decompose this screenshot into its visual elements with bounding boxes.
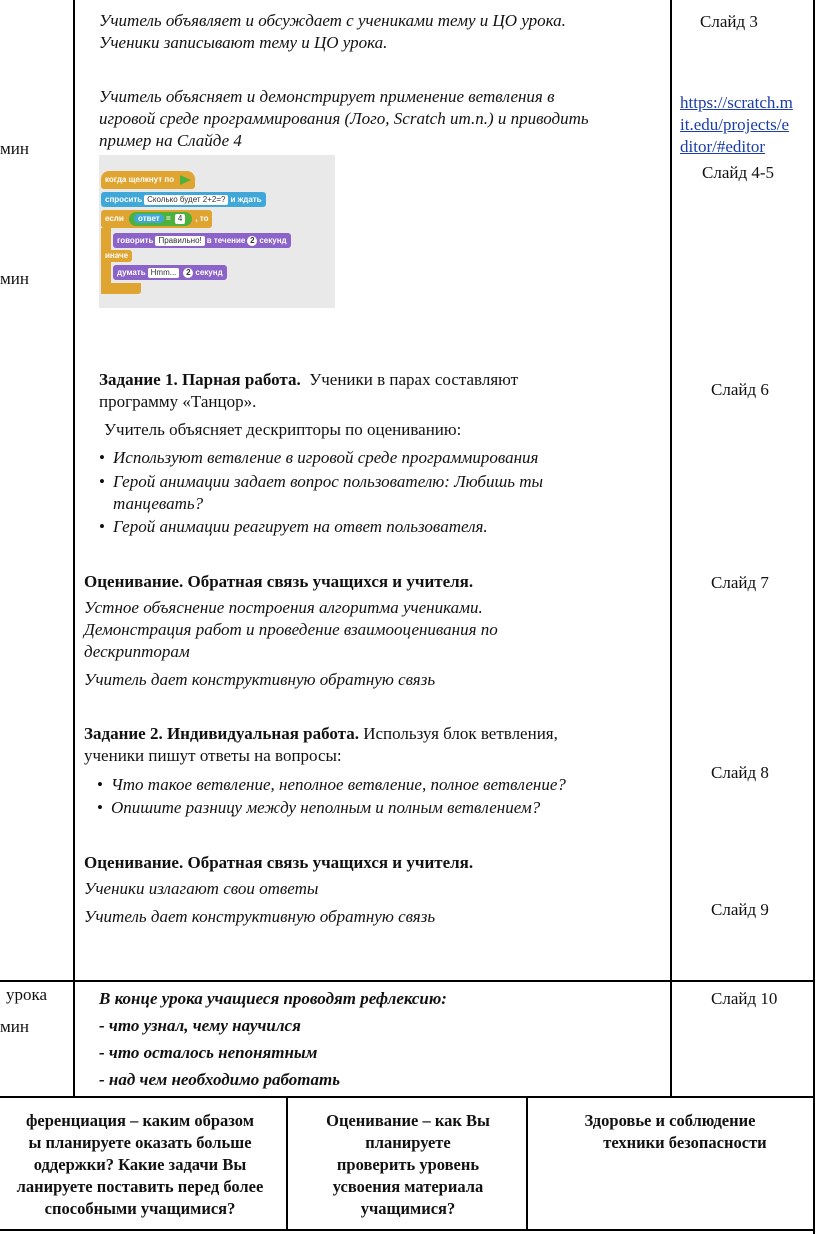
- scratch-say-sec: секунд: [259, 236, 287, 245]
- task1-text2: программу «Танцор».: [99, 392, 257, 411]
- scratch-say-label: говорить: [117, 236, 154, 245]
- row-separator-reflection: [0, 980, 815, 982]
- task2-title: Задание 2. Индивидуальная работа.: [84, 724, 359, 743]
- task1-bullet-1: • Используют ветвление в игровой среде программирования: [113, 447, 538, 469]
- scratch-answer-reporter: ответ: [134, 214, 164, 223]
- task1-text1: Ученики в парах составляют: [309, 370, 519, 389]
- scratch-when-label: когда щелкнут по: [105, 175, 175, 184]
- scratch-if-end: [101, 283, 141, 294]
- assessment-line-4: усвоения материала: [332, 1177, 484, 1196]
- scratch-ask-label: спросить: [105, 195, 143, 204]
- scratch-if-label: если: [105, 214, 124, 223]
- slide-6: Слайд 6: [711, 380, 769, 399]
- scratch-else-label: иначе: [105, 251, 129, 260]
- scratch-think-label: думать: [117, 268, 146, 277]
- scratch-think-sec: секунд: [195, 268, 223, 277]
- reflection-item-3: - над чем необходимо работать: [99, 1070, 340, 1089]
- scratch-eq: =: [165, 214, 171, 223]
- scratch-then-label: , то: [195, 214, 209, 223]
- task1-bullet-3: • Герой анимации реагирует на ответ пользователя.: [113, 516, 488, 538]
- differentiation-line-5: способными учащимися?: [44, 1199, 236, 1218]
- slide-7: Слайд 7: [711, 573, 769, 592]
- link-line-1: https://scratch.m: [680, 93, 793, 112]
- eval1-line-4: Учитель дает конструктивную обратную связь: [84, 670, 436, 689]
- scratch-editor-link[interactable]: [680, 92, 793, 158]
- reflection-title: В конце урока учащиеся проводят рефлексию:: [99, 989, 447, 1008]
- eval1-line-2: Демонстрация работ и проведение взаимооценивания по: [84, 620, 498, 639]
- differentiation-line-1: ференциация – каким образом: [26, 1111, 254, 1130]
- task2-bullet-1: • Что такое ветвление, неполное ветвление, полное ветвление?: [111, 774, 566, 796]
- scratch-say-block: [113, 233, 291, 248]
- slide-4-5: Слайд 4-5: [702, 163, 775, 182]
- left-label-2: мин: [0, 269, 29, 288]
- row-separator-bottom: [0, 1096, 815, 1098]
- task1-descr: Учитель объясняет дескрипторы по оцениванию:: [104, 420, 462, 439]
- eval1-line-1: Устное объяснение построения алгоритма учениками.: [84, 598, 483, 617]
- table-border-right: [813, 0, 815, 1234]
- left-label-4: мин: [0, 1017, 29, 1036]
- left-label-3: урока: [6, 985, 48, 1004]
- scratch-else-block: [101, 250, 132, 262]
- scratch-four: 4: [175, 214, 185, 224]
- assessment-header: [298, 1110, 518, 1220]
- task2-bullet-2: • Опишите разницу между неполным и полным ветвлением?: [111, 797, 540, 819]
- bottom-divider-1: [286, 1096, 288, 1230]
- health-safety-header: [540, 1110, 800, 1154]
- explain-line-1: Учитель объясняет и демонстрирует применение ветвления в: [99, 87, 555, 106]
- task2-text2: ученики пишут ответы на вопросы:: [84, 746, 342, 765]
- health-safety-line-1: Здоровье и соблюдение: [584, 1111, 756, 1130]
- assessment-line-2: планируете: [365, 1133, 451, 1152]
- eval2-title: Оценивание. Обратная связь учащихся и учителя.: [84, 853, 474, 872]
- scratch-if-block: [101, 210, 212, 228]
- assessment-line-1: Оценивание – как Вы: [326, 1111, 490, 1130]
- task1-heading: [99, 369, 518, 391]
- scratch-condition: [129, 212, 192, 226]
- health-safety-line-2: техники безопасности: [603, 1133, 767, 1152]
- scratch-ask-wait-label: и ждать: [230, 195, 262, 204]
- scratch-ask-input: Сколько будет 2+2=?: [144, 195, 228, 205]
- intro-line-2: Ученики записывают тему и ЦО урока.: [99, 33, 388, 52]
- link-line-3: ditor/#editor: [680, 137, 765, 156]
- scratch-think-input: Hmm...: [148, 268, 180, 278]
- slide-8: Слайд 8: [711, 763, 769, 782]
- eval1-line-3: дескрипторам: [84, 642, 190, 661]
- task1-bullet-2: • Герой анимации задает вопрос пользователю: Любишь ты: [113, 471, 543, 493]
- differentiation-line-2: ы планируете оказать больше: [28, 1133, 252, 1152]
- scratch-ask-block: [101, 192, 266, 207]
- scratch-when-flag-block: [101, 171, 195, 189]
- link-line-2: it.edu/projects/e: [680, 115, 790, 134]
- slide-9: Слайд 9: [711, 900, 769, 919]
- eval1-title: Оценивание. Обратная связь учащихся и учителя.: [84, 572, 474, 591]
- reflection-item-2: - что осталось непонятным: [99, 1043, 318, 1062]
- assessment-line-3: проверить уровень: [336, 1155, 480, 1174]
- reflection-item-1: - что узнал, чему научился: [99, 1016, 301, 1035]
- row-separator-end: [0, 1229, 815, 1231]
- table-divider-right: [670, 0, 672, 1097]
- differentiation-header: [0, 1110, 280, 1220]
- bottom-divider-2: [526, 1096, 528, 1230]
- scratch-say-num: 2: [247, 236, 257, 246]
- scratch-think-block: [113, 265, 227, 280]
- scratch-think-num: 2: [183, 268, 193, 278]
- scratch-say-during: в течение: [206, 236, 246, 245]
- differentiation-line-3: оддержки? Какие задачи Вы: [33, 1155, 247, 1174]
- green-flag-icon: [180, 175, 191, 185]
- table-divider-left: [73, 0, 75, 1097]
- task1-bullet-2-cont: танцевать?: [113, 494, 204, 513]
- left-label-1: мин: [0, 139, 29, 158]
- slide-10: Слайд 10: [711, 989, 778, 1008]
- explain-line-2: игровой среде программирования (Лого, Scratch ит.п.) и приводить: [99, 109, 589, 128]
- task2-text1: Используя блок ветвления,: [363, 724, 558, 743]
- slide-3: Слайд 3: [700, 12, 758, 31]
- task1-title: Задание 1. Парная работа.: [99, 370, 301, 389]
- scratch-code-image: [99, 155, 335, 308]
- assessment-line-5: учащимися?: [360, 1199, 456, 1218]
- eval2-line-1: Ученики излагают свои ответы: [84, 879, 319, 898]
- intro-line-1: Учитель объявляет и обсуждает с учениками тему и ЦО урока.: [99, 11, 566, 30]
- eval2-line-2: Учитель дает конструктивную обратную связь: [84, 907, 436, 926]
- scratch-say-input: Правильно!: [155, 236, 204, 246]
- differentiation-line-4: ланируете поставить перед более: [16, 1177, 264, 1196]
- explain-line-3: пример на Слайде 4: [99, 131, 242, 150]
- task2-heading: [84, 723, 558, 745]
